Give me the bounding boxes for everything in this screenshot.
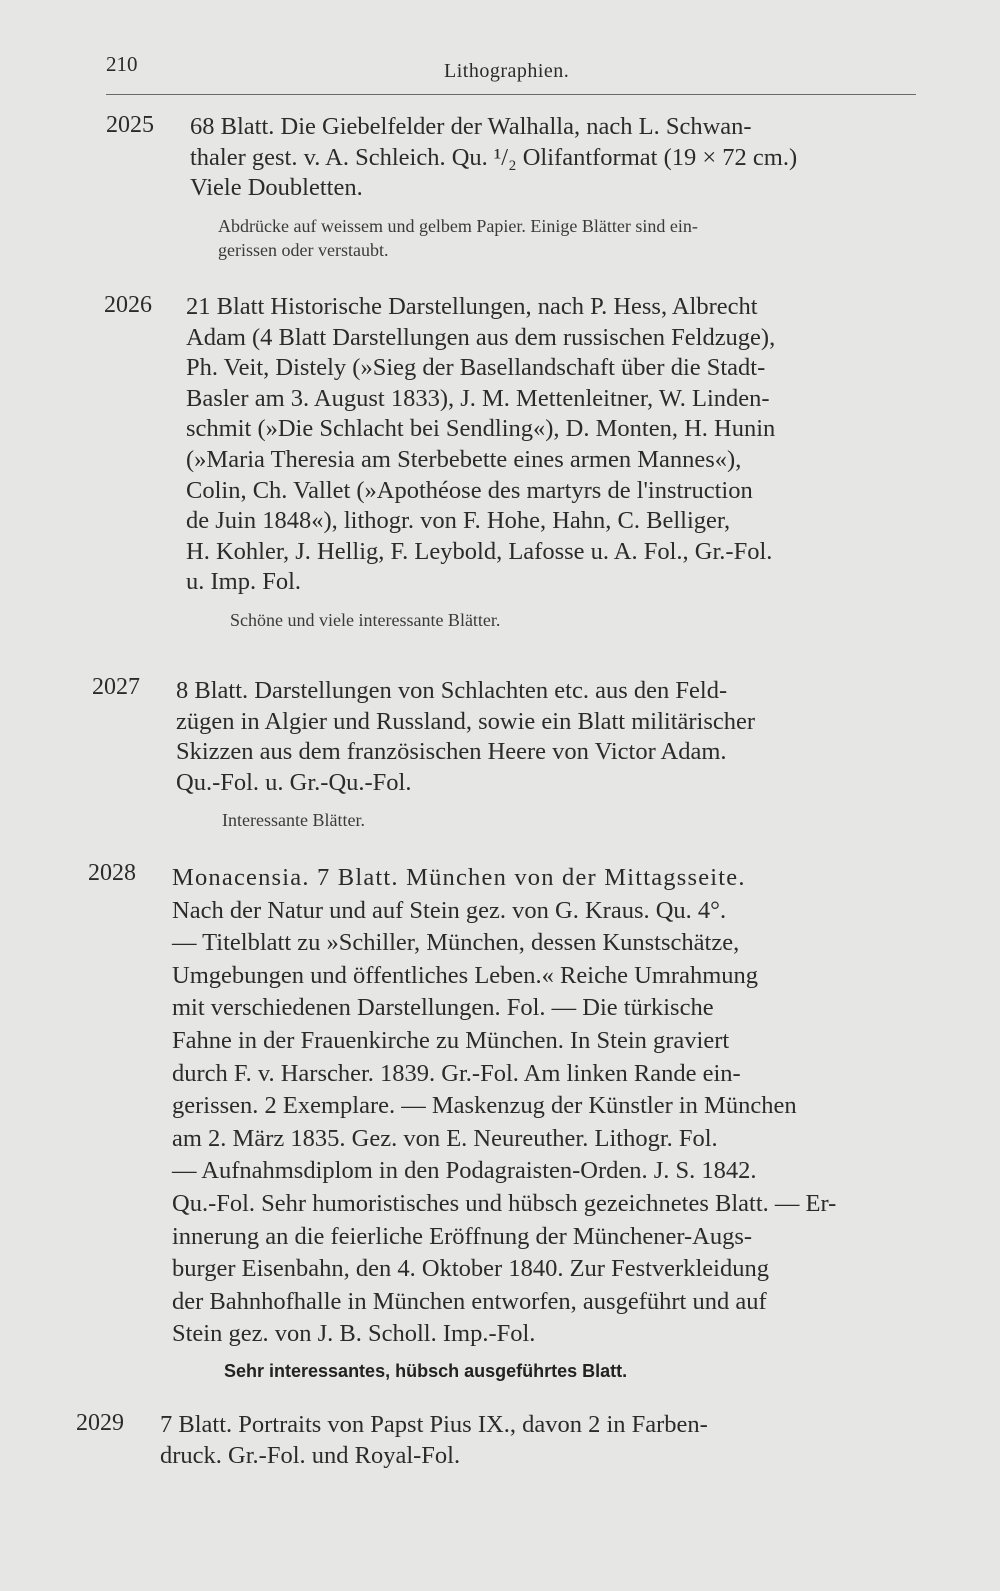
entry-note — [190, 214, 918, 262]
lot-number: 2026 — [104, 292, 152, 318]
entry-line: Skizzen aus dem französischen Heere von Victor Adam. — [176, 738, 727, 766]
entry-description — [186, 292, 916, 632]
lot-number: 2025 — [106, 112, 154, 138]
entry-line: Basler am 3. August 1833), J. M. Mettenleitner, W. Linden- — [186, 384, 770, 412]
header-rule — [106, 94, 916, 95]
note-line: gerissen oder verstaubt. — [218, 239, 389, 260]
entry-description — [172, 862, 894, 1383]
entry-description — [190, 112, 918, 262]
entry-line: Adam (4 Blatt Darstellungen aus dem russischen Feldzuge), — [186, 323, 776, 351]
entry-line: thaler gest. v. A. Schleich. Qu. ¹/₂ Olifantformat (19 × 72 cm.) — [190, 143, 798, 171]
entry-line: Ph. Veit, Distely (»Sieg der Basellandschaft über die Stadt- — [186, 354, 766, 382]
entry-line: gerissen. 2 Exemplare. — Maskenzug der Künstler in München — [172, 1092, 797, 1120]
entry-line: Nach der Natur und auf Stein gez. von G. Kraus. Qu. 4°. — [172, 896, 727, 924]
entry-line: H. Kohler, J. Hellig, F. Leybold, Lafosse u. A. Fol., Gr.-Fol. — [186, 537, 773, 565]
entry-description — [160, 1410, 884, 1471]
entry-note — [176, 808, 900, 832]
entry-line: u. Imp. Fol. — [186, 568, 302, 596]
entry-line: — Aufnahmsdiplom in den Podagraisten-Orden. J. S. 1842. — [172, 1157, 757, 1185]
entry-line: am 2. März 1835. Gez. von E. Neureuther. Lithogr. Fol. — [172, 1124, 718, 1152]
entry-line: burger Eisenbahn, den 4. Oktober 1840. Zur Festverkleidung — [172, 1255, 769, 1283]
lot-number: 2027 — [92, 674, 140, 700]
note-line: Interessante Blätter. — [222, 810, 365, 831]
entry-line: Stein gez. von J. B. Scholl. Imp.-Fol. — [172, 1320, 536, 1348]
note-line: Sehr interessantes, hübsch ausgeführtes Blatt. — [224, 1360, 628, 1381]
entry-line: druck. Gr.-Fol. und Royal-Fol. — [160, 1441, 461, 1469]
running-title: Lithographien. — [444, 60, 570, 82]
entry-line: zügen in Algier und Russland, sowie ein Blatt militärischer — [176, 707, 756, 735]
entry-line: 21 Blatt Historische Darstellungen, nach P. Hess, Albrecht — [186, 293, 758, 320]
entry-line: Qu.-Fol. u. Gr.-Qu.-Fol. — [176, 768, 412, 796]
entry-line: 7 Blatt. Portraits von Papst Pius IX., davon 2 in Farben- — [160, 1411, 708, 1438]
entry-line: 68 Blatt. Die Giebelfelder der Walhalla, nach L. Schwan- — [190, 113, 752, 140]
entry-line: der Bahnhofhalle in München entworfen, ausgeführt und auf — [172, 1287, 767, 1315]
entry-note — [186, 608, 916, 632]
entry-line: (»Maria Theresia am Sterbebette eines armen Mannes«), — [186, 445, 742, 473]
entry-line: — Titelblatt zu »Schiller, München, dessen Kunstschätze, — [172, 929, 740, 957]
entry-line: Fahne in der Frauenkirche zu München. In Stein graviert — [172, 1026, 730, 1054]
entry-line: Qu.-Fol. Sehr humoristisches und hübsch gezeichnetes Blatt. — Er- — [172, 1189, 837, 1217]
page-number: 210 — [106, 52, 138, 76]
lot-number: 2029 — [76, 1410, 124, 1436]
entry-line: de Juin 1848«), lithogr. von F. Hohe, Hahn, C. Belliger, — [186, 507, 731, 535]
entry-description — [176, 676, 900, 832]
entry-note — [172, 1359, 894, 1383]
note-line: Abdrücke auf weissem und gelbem Papier. Einige Blätter sind ein- — [218, 215, 698, 236]
entry-line: innerung an die feierliche Eröffnung der Münchener-Augs- — [172, 1222, 753, 1250]
entry-line: Colin, Ch. Vallet (»Apothéose des martyrs de l'instruction — [186, 476, 753, 504]
entry-line: mit verschiedenen Darstellungen. Fol. — Die türkische — [172, 994, 714, 1022]
lot-number: 2028 — [88, 860, 136, 886]
entry-line: durch F. v. Harscher. 1839. Gr.-Fol. Am linken Rande ein- — [172, 1059, 741, 1087]
page-header — [106, 52, 916, 98]
entry-line: schmit (»Die Schlacht bei Sendling«), D. Monten, H. Hunin — [186, 415, 776, 443]
entry-line: Viele Doubletten. — [190, 174, 363, 202]
entry-line: 8 Blatt. Darstellungen von Schlachten etc. aus den Feld- — [176, 677, 728, 704]
note-line: Schöne und viele interessante Blätter. — [230, 609, 501, 630]
entry-line: Monacensia. 7 Blatt. München von der Mittagsseite. — [172, 864, 746, 891]
entry-line: Umgebungen und öffentliches Leben.« Reiche Umrahmung — [172, 961, 759, 989]
